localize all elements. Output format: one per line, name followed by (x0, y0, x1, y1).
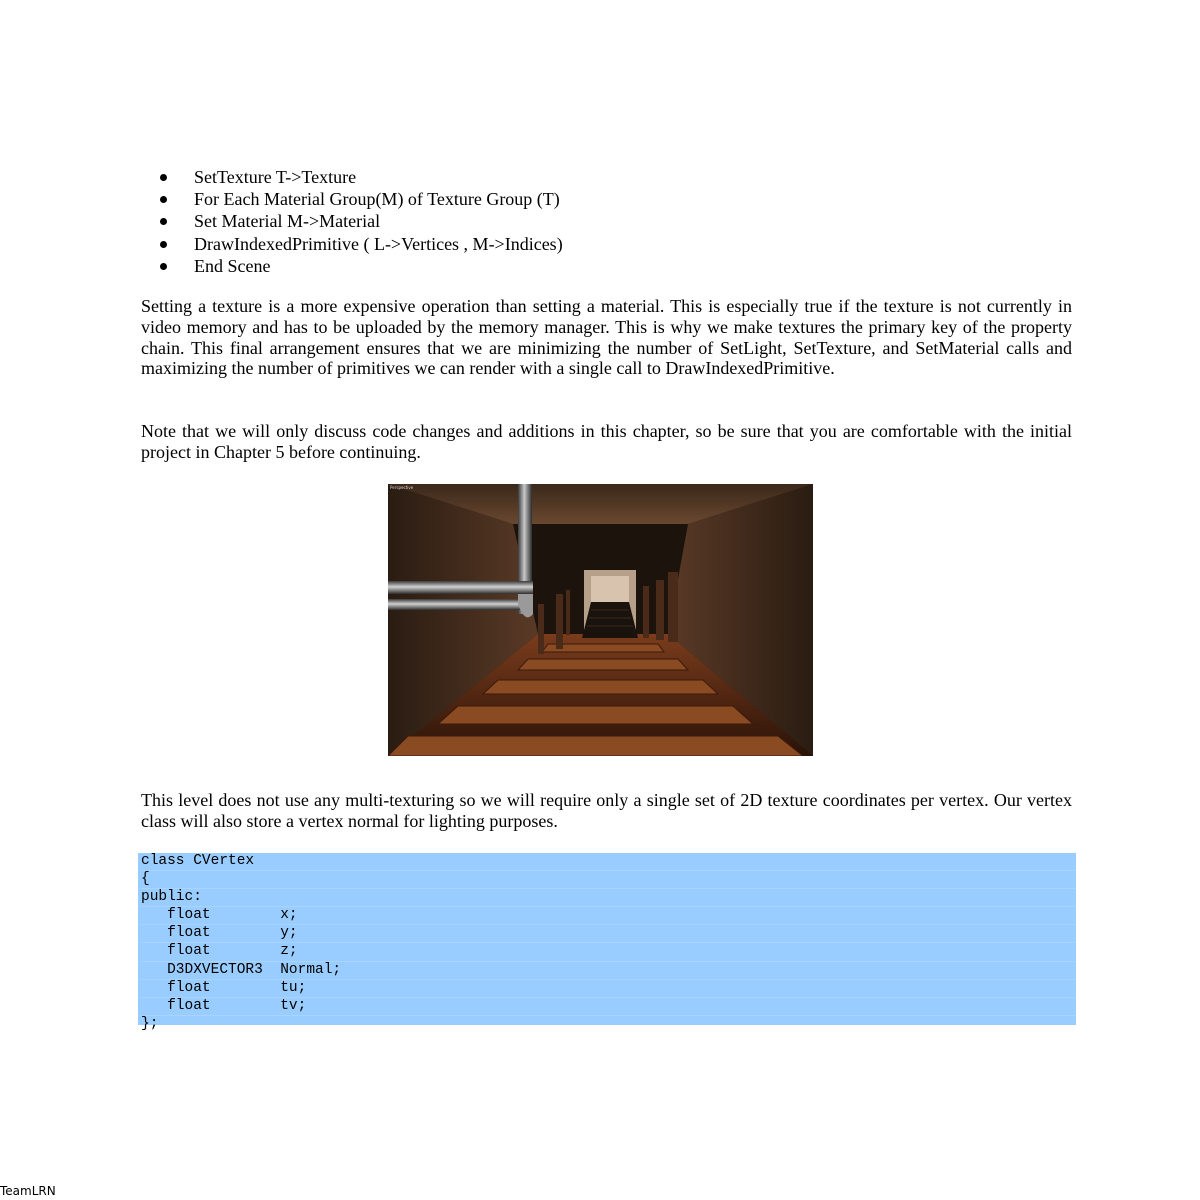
paragraph-vertex-description: This level does not use any multi-texturing so we will require only a single set of 2D texture coordinates per vertex. Our vertex class will also store a vertex normal for lighting purposes. (141, 790, 1072, 831)
viewport-label: Perspective (390, 485, 414, 490)
render-loop-bullet-list (160, 166, 563, 277)
bullet-item: SetTexture T->Texture (160, 166, 563, 188)
code-line: float tu; (141, 980, 1076, 998)
paragraph-chapter-note: Note that we will only discuss code changes and additions in this chapter, so be sure that you are comfortable with the initial project in Chapter 5 before continuing. (141, 421, 1072, 462)
corridor-render-image (388, 484, 813, 756)
code-line: D3DXVECTOR3 Normal; (141, 962, 1076, 980)
bullet-item: DrawIndexedPrimitive ( L->Vertices , M->Indices) (160, 233, 563, 255)
bullet-item: For Each Material Group(M) of Texture Group (T) (160, 188, 563, 210)
level-screenshot (388, 484, 813, 756)
bullet-item: End Scene (160, 255, 563, 277)
bullet-item: Set Material M->Material (160, 210, 563, 232)
code-line: class CVertex (141, 853, 1076, 871)
code-line: { (141, 871, 1076, 889)
code-line: float tv; (141, 998, 1076, 1016)
code-line: float y; (141, 925, 1076, 943)
code-line: float x; (141, 907, 1076, 925)
code-line: float z; (141, 943, 1076, 961)
footer-watermark: TeamLRN (0, 1184, 56, 1198)
code-block-cvertex (138, 853, 1076, 1032)
code-line: public: (141, 889, 1076, 907)
paragraph-texture-cost: Setting a texture is a more expensive operation than setting a material. This is especially true if the texture is not currently in video memory and has to be uploaded by the memory manager. This is why we make textures the primary key of the property chain. This final arrangement ensures that we are minimizing the number of SetLight, SetTexture, and SetMaterial calls and maximizing the number of primitives we can render with a single call to DrawIndexedPrimitive. (141, 296, 1072, 379)
code-line: }; (141, 1015, 159, 1032)
